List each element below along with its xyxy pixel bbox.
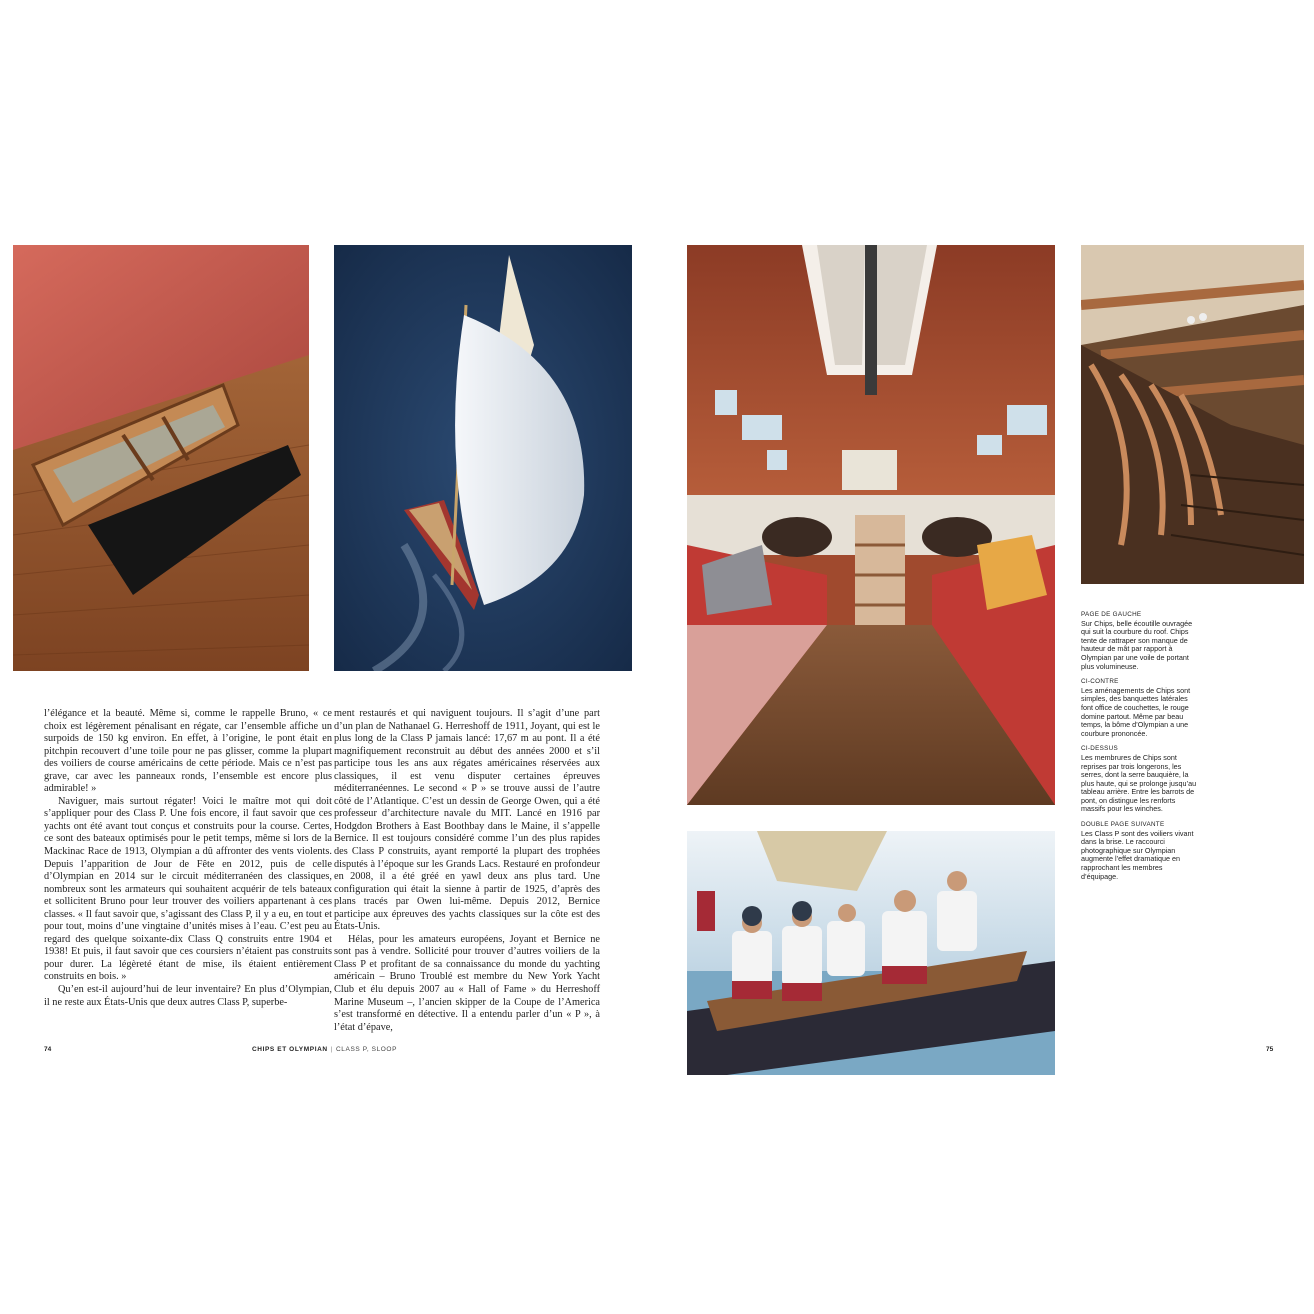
caption-label: CI-DESSUS [1081, 745, 1118, 753]
caption-text: Sur Chips, belle écoutille ouvragée qui suit la courbure du roof. Chips tente de rattraper son manque de hauteur de mât par rapport à Olympian par une voile de portant plus volumineuse. [1081, 618, 1193, 671]
left-page-number: 74 [44, 1046, 52, 1053]
running-head-separator: | [330, 1046, 333, 1053]
caption-label: DOUBLE PAGE SUIVANTE [1081, 821, 1165, 829]
right-page-number: 75 [1266, 1046, 1274, 1053]
body-paragraph: Hélas, pour les amateurs européens, Joyant et Bernice ne sont pas à vendre. Sollicité pour trouver d’autres voiliers de la Class P et profitant de sa connaissance du monde du yachting américain – Bruno Troublé est membre du New York Yacht Club et élu depuis 2007 au « Hall of Fame » du Herreshoff Marine Museum –, l’ancien skipper de la Coupe de l’America s’est transformé en détective. Il a entendu parler d’un « P », à l’état d’épave, [334, 933, 600, 1033]
caption-text: Les Class P sont des voiliers vivant dans la brise. Le raccourci photographique sur Olympian augmente l’effet dramatique en rapprochant les membres d’équipage. [1081, 828, 1194, 881]
body-paragraph: l’élégance et la beauté. Même si, comme le rappelle Bruno, « ce choix est légèrement pénalisant en régate, car l’ensemble affiche un surpoids de 150 kg environ. En effet, à l’origine, le pont était en pitchpin recouvert d’une toile pour ne pas glisser, comme la plupart des voiliers de course américains de cette période. Mais ce n’est pas grave, car avec les panneaux ronds, l’ensemble est encore plus admirable! » [44, 708, 332, 795]
caption-opposite [1081, 678, 1201, 738]
caption-label: PAGE DE GAUCHE [1081, 611, 1142, 618]
skylight-hatch-photo [13, 245, 309, 671]
caption-label: CI-CONTRE [1081, 678, 1119, 686]
hull-frames-photo [1081, 245, 1304, 584]
photo-captions [1081, 611, 1201, 888]
crew-onboard-photo [687, 831, 1055, 1075]
body-column-2 [334, 708, 600, 1034]
aerial-spinnaker-photo [334, 245, 632, 671]
body-column-1 [44, 708, 332, 1009]
running-head [252, 1046, 397, 1053]
body-paragraph: ment restaurés et qui naviguent toujours. Il s’agit d’une part d’un plan de Nathanael G. Herreshoff de 1911, Joyant, qui est le plus long de la Class P jamais lancé: 17,67 m au pont. Il a été magnifiquement reconstruit au début des années 2000 et s’il participe tous les ans aux régates américaines réservées aux classiques, il est venu disputer certaines épreuves méditerranéennes. Le second « P » se trouve aussi de l’autre côté de l’Atlantique. C’est un dessin de George Owen, qui a été professeur d’architecture navale du MIT. Lancé en 1916 par Hodgdon Brothers à East Boothbay dans le Maine, il s’appelle Bernice. Il est toujours considéré comme l’un des plus rapides des Class P construits, ayant remporté la plupart des trophées disputés à l’époque sur les Grands Lacs. Restauré en profondeur en 2008, il a été gréé en yawl deux ans plus tard. Une configuration qui était la sienne à partir de 1925, d’après des plans tracés par Owen lui-même. Depuis 2012, Bernice participe aux épreuves des yachts classiques sur la côte est des États-Unis. [334, 708, 600, 933]
running-head-subtitle: CLASS P, SLOOP [336, 1046, 398, 1053]
cabin-interior-photo [687, 245, 1055, 805]
body-paragraph: Naviguer, mais surtout régater! Voici le maître mot qui doit s’appliquer pour des Class P. Une fois encore, il faut savoir que ces yachts ont été avant tout conçus et construits pour la course. Certes, ce sont des bateaux optimisés pour le petit temps, même si lors de la Mackinac Race de 1913, Olympian a dû affronter des vents violents. Depuis l’apparition de Jour de Fête en 2012, puis de celle d’Olympian en 2014 sur le circuit méditerranéen des classiques, nombreux sont les armateurs qui souhaitent acquérir de tels bateaux et sollicitent Bruno pour leur trouver des voiliers appartenant à ces classes. « Il faut savoir que, s’agissant des Class P, il y a eu, en tout et pour tout, moins d’une vingtaine d’unités mises à l’eau. C’est peu au regard des quelque soixante-dix Class Q construits entre 1904 et 1938! Et puis, il faut savoir que ces coursiers n’étaient pas construits pour durer. La légèreté étant de mise, ils étaient entièrement construits en bois. » [44, 795, 332, 983]
body-paragraph: Qu’en est-il aujourd’hui de leur inventaire? En plus d’Olympian, il ne reste aux États-Unis que deux autres Class P, superbe- [44, 984, 332, 1008]
running-head-title: CHIPS ET OLYMPIAN [252, 1046, 328, 1053]
caption-text: Les aménagements de Chips sont simples, des banquettes latérales font office de couchettes, le rouge domine partout. Même par beau temps, la bôme d’Olympian a une courbure prononcée. [1081, 685, 1191, 738]
caption-next-spread [1081, 821, 1201, 881]
caption-above [1081, 745, 1201, 814]
caption-left-page [1081, 611, 1201, 671]
caption-text: Les membrures de Chips sont reprises par trois longerons, les serres, dont la serre bauquière, la plus haute, qui se prolonge jusqu’au tableau arrière. Entre les barrots de pont, on distingue les renforts massifs pour les winches. [1081, 752, 1197, 814]
